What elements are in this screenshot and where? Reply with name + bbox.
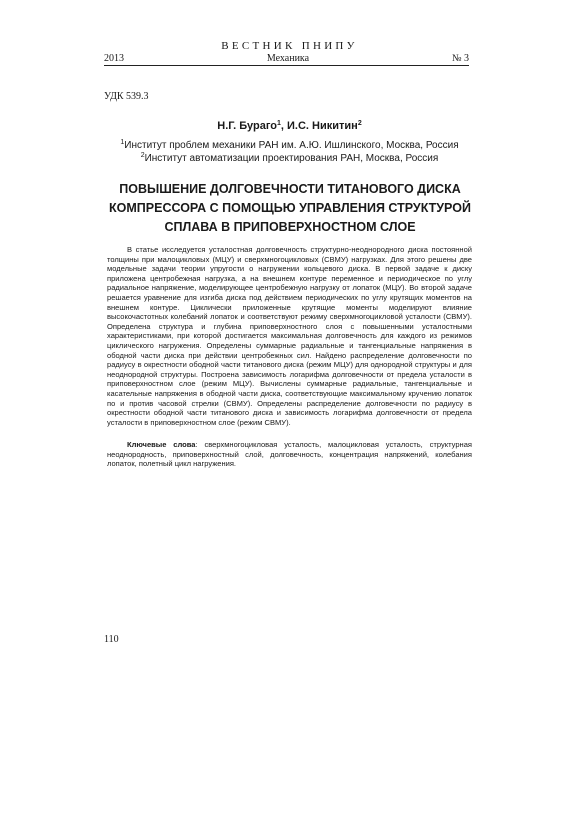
page-number: 110 <box>104 634 119 645</box>
affiliation-1-text: Институт проблем механики РАН им. А.Ю. Ишлинского, Москва, Россия <box>124 140 459 151</box>
author-separator: , <box>280 120 288 132</box>
authors <box>0 120 579 132</box>
keywords-text: : сверхмногоцикловая усталость, малоцикловая усталость, структурная неоднородность, приповерхностный слой, долговечность, концентрация напряжений, колебания лопаток, полетный цикл нагружения. <box>107 440 472 469</box>
author-1-sup: 1 <box>276 120 281 127</box>
abstract: В статье исследуется усталостная долговечность структурно-неоднородного диска постоянной толщины при малоцикловых (МЦУ) и сверхмногоцикловых (СВМУ) нагрузках. Для этого решены две модельные задачи теории упругости о нагружении кольцевого диска. В первой задаче к диску приложена центробежная нагрузка, а на внешнем контуре переменное и периодическое по углу радиальное напряжение, моделирующее центробежную нагрузку от лопаток (МЦУ). Во второй задаче решается уравнение для изгиба диска под действием периодических по углу крутящих моментов на внешнем контуре. Циклически приложенные крутящие моменты моделируют влияние высокочастотных колебаний лопаток и соответствуют режиму сверхмногоцикловой усталости (СВМУ). Определена структура и глубина приповерхностного слоя с повышенными усталостными характеристиками, при которой достигается максимальная долговечность для каждого из режимов циклического нагружения. Определены суммарные радиальные и тангенциальные напряжения в ободной части диска при действии центробежных сил. Найдено распределение долговечности по радиусу в окрестности ободной части титанового диска (режим МЦУ) для однородной структуры и для неоднородной структуры. Построена зависимость логарифма долговечности от предела усталости в приповерхностном слое (режим МЦУ). Вычислены суммарные радиальные, тангенциальные и касательные напряжения в ободной части диска, соответствующие максимальному кручению лопаток по и против часовой стрелки (СВМУ). Определены распределение долговечности по радиусу в окрестности ободной части титанового диска и зависимость логарифма долговечности от предела усталости в приповерхностном слое (режим СВМУ). <box>107 245 472 427</box>
affiliation-2-text: Институт автоматизации проектирования РАН, Москва, Россия <box>144 153 439 164</box>
udk-code: УДК 539.3 <box>104 91 149 102</box>
issue-info-row <box>104 53 469 66</box>
journal-title: ВЕСТНИК ПНИПУ <box>221 40 358 52</box>
title-line-3: СПЛАВА В ПРИПОВЕРХНОСТНОМ СЛОЕ <box>164 220 416 234</box>
author-2: И.С. Никитин <box>287 120 358 132</box>
keywords <box>107 440 472 469</box>
affiliation-2 <box>0 153 579 164</box>
article-title <box>104 180 476 237</box>
affiliation-1-sup: 1 <box>120 139 125 146</box>
year: 2013 <box>104 53 124 64</box>
affiliation-1 <box>0 140 579 151</box>
title-line-1: ПОВЫШЕНИЕ ДОЛГОВЕЧНОСТИ ТИТАНОВОГО ДИСКА <box>119 182 461 196</box>
issue-number: № 3 <box>451 53 469 64</box>
author-1: Н.Г. Бураго <box>217 120 277 132</box>
keywords-label: Ключевые слова <box>127 440 196 449</box>
author-2-sup: 2 <box>357 120 362 127</box>
affiliation-2-sup: 2 <box>140 152 145 159</box>
title-line-2: КОМПРЕССОРА С ПОМОЩЬЮ УПРАВЛЕНИЯ СТРУКТУРОЙ <box>109 201 471 215</box>
section-name: Механика <box>266 53 310 64</box>
